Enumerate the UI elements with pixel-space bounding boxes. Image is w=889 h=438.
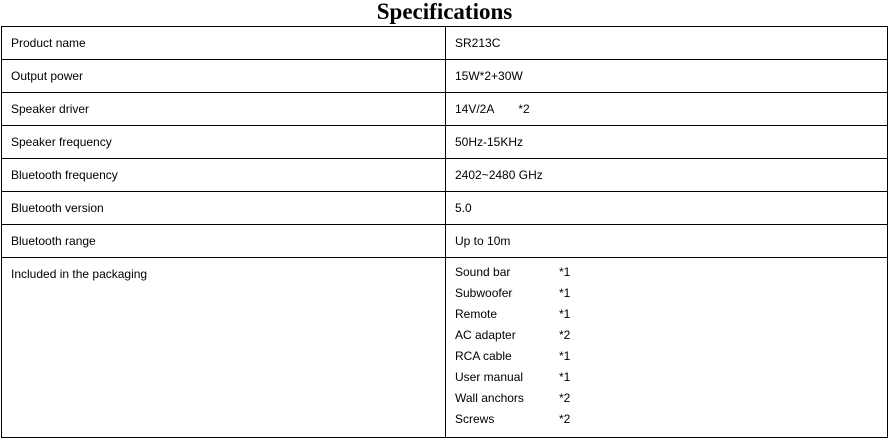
spec-value: 2402~2480 GHz: [446, 159, 888, 192]
packaging-list: [455, 262, 887, 430]
spec-value-cell: [446, 93, 888, 126]
item-qty: *2: [559, 412, 571, 426]
item-name: Screws: [455, 412, 495, 426]
packaging-list-cell: [446, 258, 888, 438]
list-item: [455, 304, 887, 325]
item-name: User manual: [455, 370, 524, 384]
spec-value: 50Hz-15KHz: [446, 126, 888, 159]
item-qty: *1: [559, 307, 571, 321]
item-qty: *2: [559, 391, 571, 405]
table-row: [2, 93, 888, 126]
spec-label: Product name: [2, 27, 446, 60]
list-item: [455, 283, 887, 304]
spec-label: Speaker driver: [2, 93, 446, 126]
list-item: [455, 388, 887, 409]
list-item: [455, 367, 887, 388]
list-item: [455, 325, 887, 346]
table-row: [2, 27, 888, 60]
spec-label: Included in the packaging: [2, 258, 446, 438]
item-qty: *2: [559, 328, 571, 342]
item-name: RCA cable: [455, 349, 512, 363]
specifications-table: [1, 26, 888, 438]
spec-label: Bluetooth version: [2, 192, 446, 225]
item-name: Subwoofer: [455, 286, 513, 300]
spec-value: 15W*2+30W: [446, 60, 888, 93]
table-row: [2, 60, 888, 93]
item-name: AC adapter: [455, 328, 516, 342]
spec-value: 5.0: [446, 192, 888, 225]
item-qty: *1: [559, 349, 571, 363]
spec-label: Bluetooth frequency: [2, 159, 446, 192]
item-qty: *1: [559, 370, 571, 384]
spec-label: Speaker frequency: [2, 126, 446, 159]
list-item: [455, 346, 887, 367]
spec-value: Up to 10m: [446, 225, 888, 258]
item-qty: *1: [559, 265, 571, 279]
item-name: Wall anchors: [455, 391, 524, 405]
spec-label: Bluetooth range: [2, 225, 446, 258]
page-title: Specifications: [376, 0, 513, 24]
spec-value-suffix: *2: [518, 102, 530, 116]
list-item: [455, 262, 887, 283]
table-row: [2, 225, 888, 258]
spec-value: 14V/2A: [455, 102, 495, 116]
table-row: [2, 258, 888, 438]
item-qty: *1: [559, 286, 571, 300]
item-name: Remote: [455, 307, 498, 321]
table-row: [2, 192, 888, 225]
item-name: Sound bar: [455, 265, 511, 279]
table-row: [2, 159, 888, 192]
list-item: [455, 409, 887, 430]
spec-value: SR213C: [446, 27, 888, 60]
spec-label: Output power: [2, 60, 446, 93]
table-row: [2, 126, 888, 159]
